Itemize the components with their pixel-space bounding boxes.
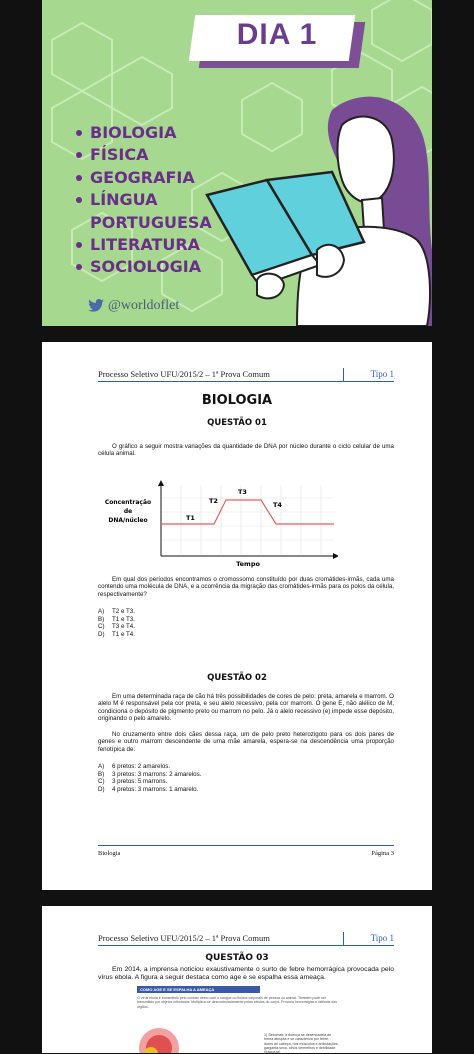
footer-rule bbox=[98, 845, 394, 846]
option-b[interactable]: B) T1 e T3. bbox=[98, 615, 135, 623]
graph-ylabel-3: DNA/núcleo bbox=[108, 517, 148, 524]
option-b[interactable]: B) 3 pretos: 3 marrons: 2 amarelos. bbox=[98, 770, 202, 778]
subject-item: FÍSICA bbox=[76, 144, 212, 166]
subject-title: BIOLOGIA bbox=[201, 393, 273, 408]
bullet-icon bbox=[76, 197, 82, 203]
header-rule bbox=[98, 381, 394, 382]
option-c[interactable]: C) T3 e T4. bbox=[98, 623, 135, 631]
question-3-intro: Em 2014, a imprensa noticiou exaustivamente o surto de febre hemorrágica provocada pelo vírus ebola. A figura a seguir destaca como age e se espalha essa ameaça. bbox=[98, 966, 394, 981]
question-2-paragraph-1: Em uma determinada raça de cão há três possibilidades de cores de pelo: preta, amarela e marrom. O alelo M é responsável pela cor preta, e seu alelo recessivo, pela cor marrom. O gene E, não alélico de M, condiciona o depósito de pigmento preto ou marrom no pelo. Já o alelo recessivo (e) impede esse depósito, originando o pelo amarelo. bbox=[98, 693, 394, 722]
promo-slide bbox=[42, 0, 432, 326]
banner-title: DIA 1 bbox=[236, 18, 318, 51]
blood-cell-illustration bbox=[137, 1018, 217, 1053]
option-d[interactable]: D) 4 pretos: 3 marrons: 1 amarelo. bbox=[98, 785, 199, 793]
header-divider bbox=[343, 932, 344, 946]
graph-label-t2: T2 bbox=[209, 497, 218, 505]
graph-xlabel: Tempo bbox=[236, 560, 260, 568]
exam-page-3 bbox=[42, 342, 432, 890]
subject-item: SOCIOLOGIA bbox=[76, 256, 212, 278]
option-a[interactable]: A) T2 e T3. bbox=[98, 608, 135, 615]
question-3-title: QUESTÃO 03 bbox=[205, 953, 269, 963]
graph-label-t1: T1 bbox=[186, 514, 195, 522]
bullet-icon bbox=[76, 242, 82, 248]
graph-ylabel-2: de bbox=[123, 508, 133, 515]
question-2-paragraph-2: No cruzamento entre dois cães dessa raça, um de pelo preto heterozigoto para os dois pares de genes e outro marrom descendente de uma mãe amarela, espera-se na descendência uma proporção fenotípica de: bbox=[98, 731, 394, 753]
bullet-icon bbox=[76, 130, 82, 136]
page-header-type: Tipo 1 bbox=[370, 369, 394, 379]
subject-item: LITERATURA bbox=[76, 234, 212, 256]
page-header-title: Processo Seletivo UFU/2015/2 – 1ª Prova Comum bbox=[98, 369, 270, 379]
bullet-icon bbox=[76, 152, 82, 158]
option-a[interactable]: A) 6 pretos: 2 amarelos. bbox=[98, 763, 171, 770]
bullet-icon bbox=[76, 264, 82, 270]
social-handle[interactable]: @worldoflet bbox=[108, 298, 180, 313]
graph-ylabel-1: Concentração bbox=[104, 499, 152, 506]
infographic-title: COMO AGE E SE ESPALHA A AMEAÇA bbox=[137, 986, 260, 993]
option-c[interactable]: C) 3 pretos: 5 marrons. bbox=[98, 778, 168, 786]
footer-page-number: Página 3 bbox=[371, 850, 394, 857]
page-header-title: Processo Seletivo UFU/2015/2 – 1ª Prova Comum bbox=[98, 933, 270, 943]
infographic-text: O vírus ebola é transmitido pelo contato direto com o sangue ou fluidos corporais de pessoa ou animal. Também pode ser transmitido por objetos infectados. Multiplica-se descontroladamente pelas células do corpo. Provoca hemorragias e falência dos órgãos. bbox=[137, 996, 337, 1009]
footer-subject: Biologia bbox=[98, 850, 121, 857]
question-2-title: QUESTÃO 02 bbox=[207, 673, 267, 683]
header-rule bbox=[98, 945, 394, 946]
question-1-options bbox=[98, 608, 135, 638]
graph-label-t3: T3 bbox=[238, 488, 247, 496]
question-1-title: QUESTÃO 01 bbox=[207, 418, 267, 428]
twitter-bird-icon bbox=[88, 299, 104, 312]
page-header-type: Tipo 1 bbox=[370, 933, 394, 943]
bullet-icon bbox=[76, 175, 82, 181]
infographic-symptoms: 1) Sintomas: a doença se desencadeia de forma abrupta e se caracteriza por febre, dores de cabeça, nos músculos e articulações, garganta seca, olhos vermelhos e debilidade (fraqueza) bbox=[264, 1033, 339, 1054]
dna-graph bbox=[98, 480, 338, 570]
subject-item: BIOLOGIA bbox=[76, 122, 212, 144]
subject-item: LÍNGUA bbox=[76, 189, 212, 211]
woman-reading-illustration bbox=[192, 80, 432, 326]
graph-label-t4: T4 bbox=[273, 501, 282, 509]
question-1-stem: Em qual dos períodos encontramos o cromossomo constituído por duas cromátides-irmãs, cada uma contendo uma molécula de DNA, e a ocorrência da migração das cromátides-irmãs para os polos da célula, respectivamente? bbox=[98, 576, 394, 598]
option-d[interactable]: D) T1 e T4. bbox=[98, 630, 135, 638]
question-2-options bbox=[98, 763, 201, 793]
question-1-intro: O gráfico a seguir mostra variações da quantidade de DNA por núcleo durante o ciclo celular de uma célula animal. bbox=[98, 443, 394, 458]
subject-item-continued: PORTUGUESA bbox=[90, 212, 212, 232]
header-divider bbox=[343, 368, 344, 382]
exam-page-4 bbox=[42, 906, 432, 1053]
subject-item: GEOGRAFIA bbox=[76, 167, 212, 189]
ebola-infographic bbox=[137, 986, 341, 1053]
